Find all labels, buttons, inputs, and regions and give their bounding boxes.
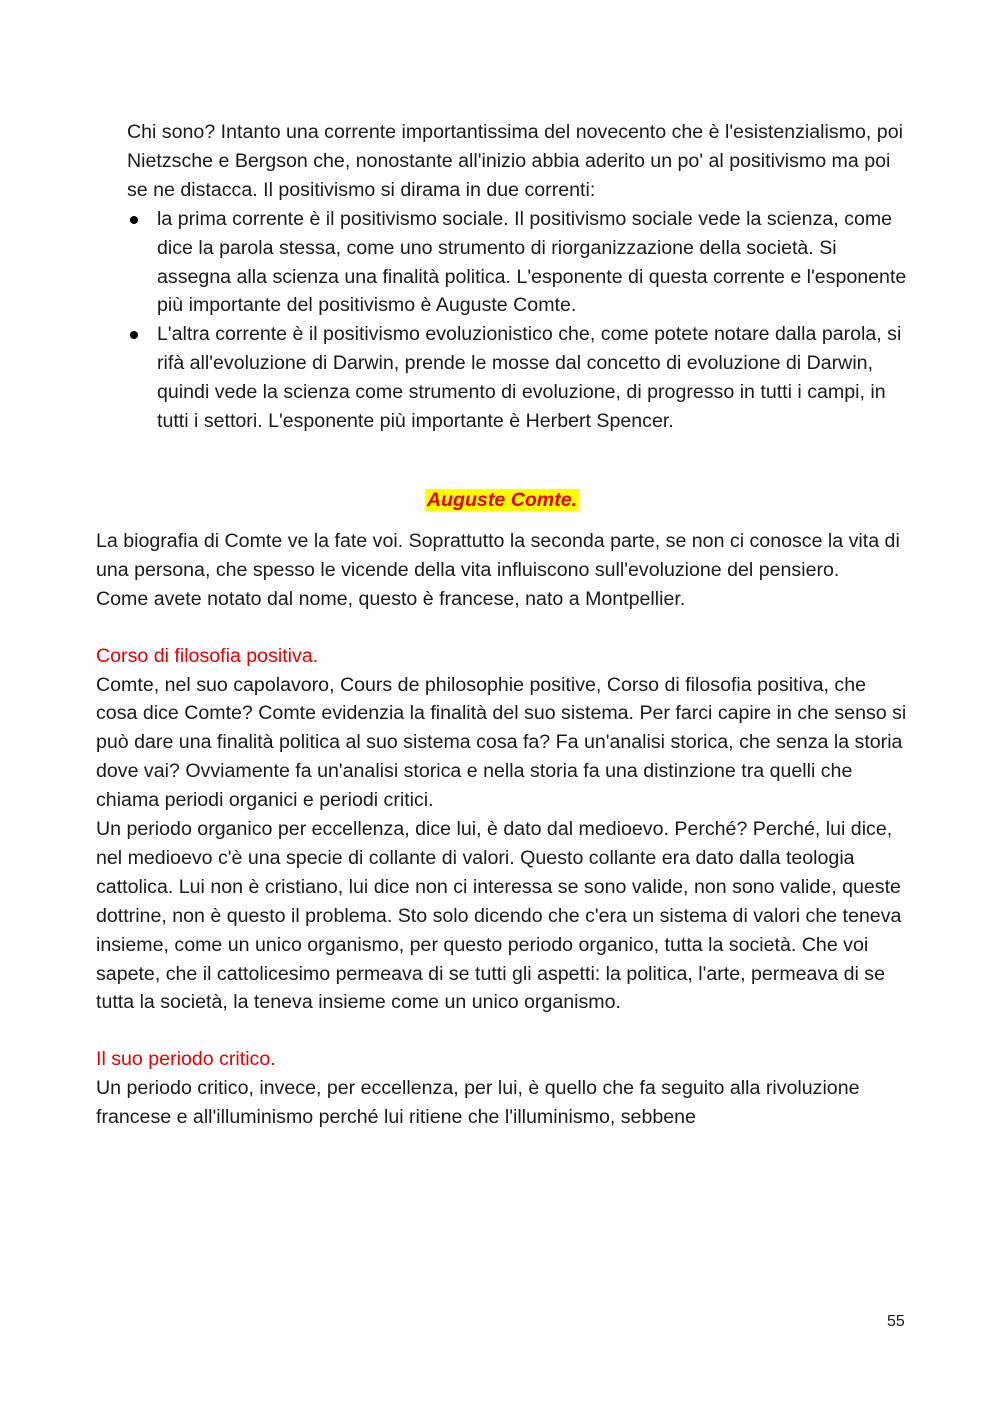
list-item-evolutionary-positivism (127, 320, 908, 436)
organic-period-paragraph: Un periodo organico per eccellenza, dice lui, è dato dal medioevo. Perché? Perché, lui dice, nel medioevo c'è una specie di collante di valori. Questo collante era dato dalla teologia cattolica. Lui non è cristiano, lui dice non ci interessa se sono valide, non sono valide, queste dottrine, non è questo il problema. Sto solo dicendo che c'era un sistema di valori che teneva insieme, come un unico organismo, per questo periodo organico, tutta la società. Che voi sapete, che il cattolicesimo permeava di se tutti gli aspetti: la politica, l'arte, permeava di se tutta la società, la teneva insieme come un unico organismo. (96, 818, 902, 1014)
list-item-social-positivism (127, 205, 908, 321)
page-number: 55 (887, 1313, 905, 1330)
intro-paragraph: Chi sono? Intanto una corrente importantissima del novecento che è l'esistenzialismo, poi Nietzsche e Bergson che, nonostante all'inizio abbia aderito un po' al positivismo ma poi se ne distacca. Il positivismo si dirama in due correnti: (127, 121, 903, 201)
biography-paragraph: La biografia di Comte ve la fate voi. Soprattutto la seconda parte, se non ci conosce la vita di una persona, che spesso le vicende della vita influiscono sull'evoluzione del pensiero. (96, 529, 900, 581)
bullet-icon (130, 216, 138, 224)
corso-heading: Corso di filosofia positiva. (96, 644, 319, 667)
birthplace-paragraph: Come avete notato dal nome, questo è francese, nato a Montpellier. (96, 587, 686, 610)
currents-list (127, 205, 908, 436)
list-item-text: la prima corrente è il positivismo sociale. Il positivismo sociale vede la scienza, come dice la parola stessa, come uno strumento di riorganizzazione della società. Si assegna alla scienza una finalità politica. L'esponente di questa corrente e l'esponente più importante del positivismo è Auguste Comte. (157, 207, 907, 317)
bullet-icon (130, 331, 138, 339)
section-title-wrapper (96, 486, 908, 515)
critical-period-paragraph: Un periodo critico, invece, per eccellenza, per lui, è quello che fa seguito alla rivoluzione francese e all'illuminismo perché lui ritiene che l'illuminismo, sebbene (96, 1077, 860, 1129)
critical-period-heading: Il suo periodo critico. (96, 1048, 276, 1071)
intro-block (96, 118, 908, 436)
list-item-text: L'altra corrente è il positivismo evoluzionistico che, come potete notare dalla parola, si rifà all'evoluzione di Darwin, prende le mosse dal concetto di evoluzione di Darwin, quindi vede la scienza come strumento di evoluzione, di progresso in tutti i campi, in tutti i settori. L'esponente più importante è Herbert Spencer. (157, 323, 902, 433)
document-page (96, 118, 908, 1132)
corso-paragraph: Comte, nel suo capolavoro, Cours de philosophie positive, Corso di filosofia positiva, che cosa dice Comte? Comte evidenzia la finalità del suo sistema. Per farci capire in che senso si può dare una finalità politica al suo sistema cosa fa? Fa un'analisi storica, che senza la storia dove vai? Ovviamente fa un'analisi storica e nella storia fa una distinzione tra quelli che chiama periodi organici e periodi critici. (96, 673, 907, 812)
section-title: Auguste Comte. (426, 488, 578, 511)
